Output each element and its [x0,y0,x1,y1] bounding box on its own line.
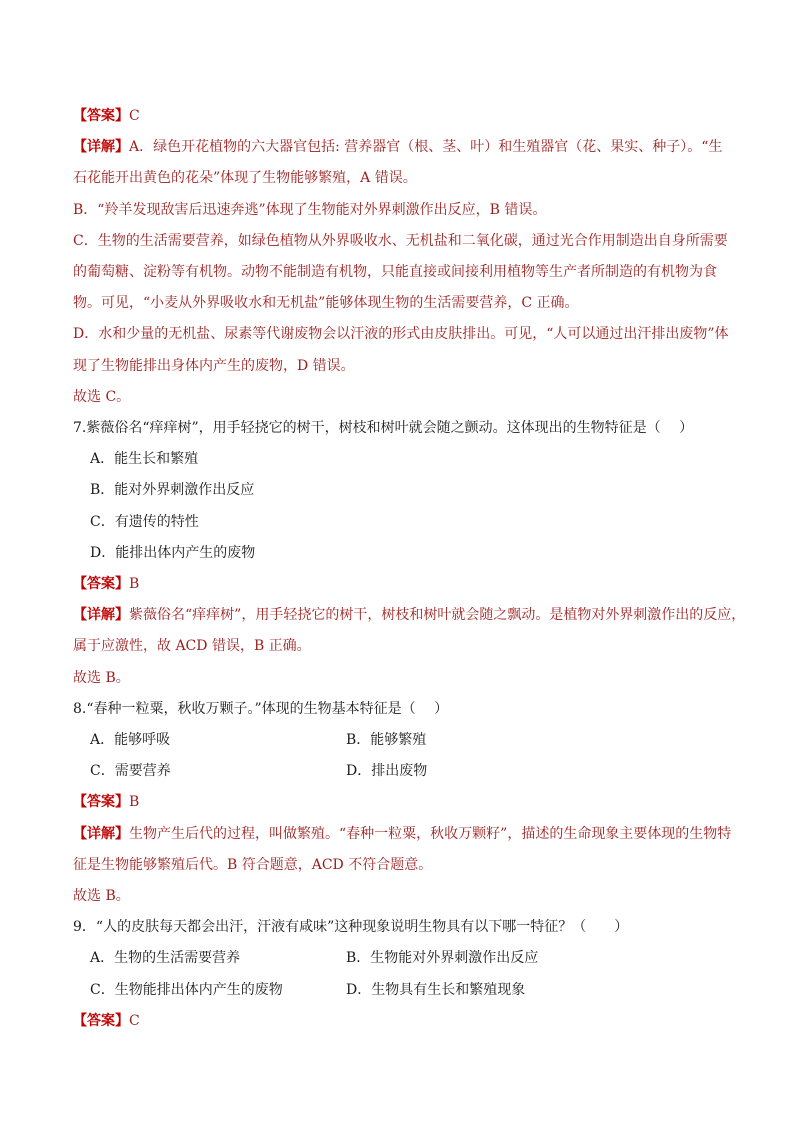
option-c: C．需要营养 [90,763,171,780]
question-stem: 7.紫薇俗名“痒痒树”，用手轻挠它的树干，树枝和树叶就会随之颤动。这体现出的生物特征是（ ） [73,420,694,437]
detail-text: 征是生物能够繁殖后代。B 符合题意，ACD 不符合题意。 [73,856,433,873]
detail-text: 的葡萄糖、淀粉等有机物。动物不能制造有机物，只能直接或间接利用植物等生产者所制造的有机物为食 [73,264,717,281]
answer-line [73,101,733,132]
detail-text: C．生物的生活需要营养，如绿色植物从外界吸收水、无机盐和二氧化碳，通过光合作用制造出自身所需要 [73,232,728,249]
answer-tag: 【答案】 [73,576,129,593]
option-row [73,725,733,756]
detail-line [73,132,733,163]
detail-line [73,600,746,631]
detail-tag: 【详解】 [73,607,129,624]
question-stem: 9．“人的皮肤每天都会出汗，汗液有咸味”这种现象说明生物具有以下哪一特征？（ ） [73,919,629,936]
detail-text: 现了生物能排出身体内产生的废物，D 错误。 [73,357,355,374]
option-c: C．生物能排出体内产生的废物 [90,981,283,998]
detail-tag: 【详解】 [73,139,129,156]
option-d: D．生物具有生长和繁殖现象 [346,981,526,998]
answer-tag: 【答案】 [73,1012,129,1029]
conclusion-text: 故选 B。 [73,669,130,686]
option-d: D．排出废物 [346,763,428,780]
detail-text: 物。可见，“小麦从外界吸收水和无机盐”能够体现生物的生活需要营养，C 正确。 [73,295,579,312]
detail-text: 属于应激性，故 ACD 错误，B 正确。 [73,638,311,655]
answer-value: C [129,1012,140,1029]
answer-line [73,1006,733,1037]
answer-line [73,787,733,818]
option-row [73,975,733,1006]
option-a: A．能生长和繁殖 [90,451,199,468]
conclusion-text: 故选 B。 [73,888,130,905]
answer-value: B [129,794,140,811]
option-c: C．有遗传的特性 [90,513,199,530]
answer-value: C [129,108,140,124]
answer-line [73,569,733,600]
option-a: A．生物的生活需要营养 [90,950,241,967]
detail-text: 生物产生后代的过程，叫做繁殖。“春种一粒粟，秋收万颗籽”，描述的生命现象主要体现的生物特 [129,825,732,842]
question-stem: 8.“春种一粒粟，秋收万颗子。”体现的生物基本特征是（ ） [73,700,449,717]
option-row [73,756,733,787]
detail-text: B．“羚羊发现敌害后迅速奔逃”体现了生物能对外界刺激作出反应，B 错误。 [73,201,547,218]
option-row [73,943,733,974]
option-b: B．能够繁殖 [346,732,427,749]
option-b: B．能对外界刺激作出反应 [90,482,255,499]
option-a: A．能够呼吸 [90,732,171,749]
answer-value: B [129,576,140,593]
detail-text: 紫薇俗名“痒痒树”，用手轻挠它的树干，树枝和树叶就会随之飘动。是植物对外界刺激作出的反应， [129,607,746,624]
conclusion-text: 故选 C。 [73,388,131,405]
detail-text: 石花能开出黄色的花朵”体现了生物能够繁殖，A 错误。 [73,170,417,187]
answer-tag: 【答案】 [73,794,129,811]
answer-tag: 【答案】 [73,108,129,124]
detail-line [73,819,733,850]
detail-text: D．水和少量的无机盐、尿素等代谢废物会以汗液的形式由皮肤排出。可见，“人可以通过出汗排出废物”体 [73,326,729,343]
option-d: D．能排出体内产生的废物 [90,544,256,561]
detail-tag: 【详解】 [73,825,129,842]
detail-text: A．绿色开花植物的六大器官包括: 营养器官（根、茎、叶）和生殖器官（花、果实、种子）。“生 [129,139,723,156]
content-area [73,101,746,1037]
option-b: B．生物能对外界刺激作出反应 [346,950,539,967]
